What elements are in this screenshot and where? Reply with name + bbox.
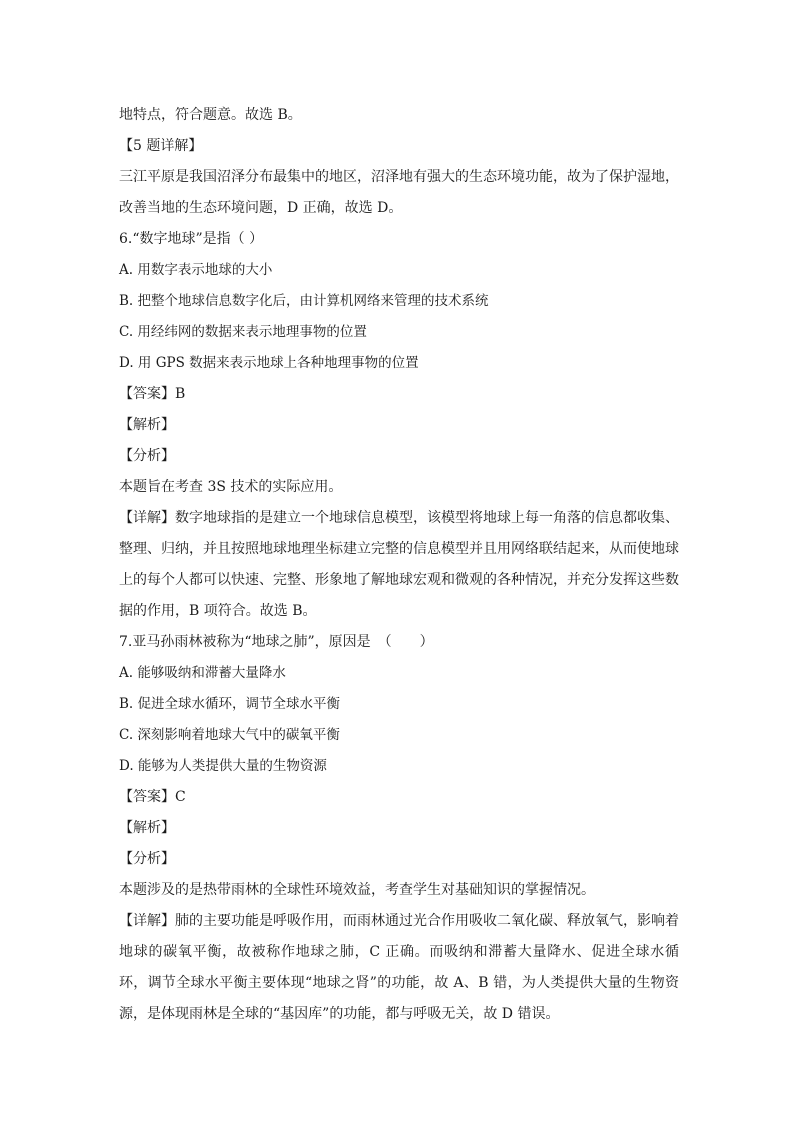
option-b: B. 促进全球水循环，调节全球水平衡: [119, 696, 341, 712]
document-page: [119, 100, 679, 1030]
option-a: A. 用数字表示地球的大小: [119, 262, 273, 278]
section-heading: 【5 题详解】: [119, 138, 203, 154]
option-a: A. 能够吸纳和滞蓄大量降水: [119, 665, 286, 681]
analysis-text: 本题涉及的是热带雨林的全球性环境效益，考查学生对基础知识的掌握情况。: [119, 882, 595, 898]
breakdown-label: 【分析】: [119, 448, 175, 464]
explanation-paragraph: 三江平原是我国沼泽分布最集中的地区，沼泽地有强大的生态环境功能，故为了保护湿地，改善当地的生态环境问题，D 正确，故选 D。: [119, 169, 679, 216]
question-6: 6.“数字地球”是指（ ）: [119, 231, 264, 247]
option-c: C. 用经纬网的数据来表示地理事物的位置: [119, 324, 367, 340]
question-7: 7.亚马孙雨林被称为“地球之肺”，原因是 （ ）: [119, 634, 434, 650]
text-line: 地特点，符合题意。故选 B。: [119, 107, 302, 123]
option-d: D. 能够为人类提供大量的生物资源: [119, 758, 327, 774]
answer-label: 【答案】B: [119, 386, 186, 402]
breakdown-label: 【分析】: [119, 851, 175, 867]
analysis-label: 【解析】: [119, 417, 175, 433]
answer-label: 【答案】C: [119, 789, 186, 805]
option-b: B. 把整个地球信息数字化后，由计算机网络来管理的技术系统: [119, 293, 489, 309]
analysis-label: 【解析】: [119, 820, 175, 836]
detail-paragraph: 【详解】数字地球指的是建立一个地球信息模型，该模型将地球上每一角落的信息都收集、整理、归纳，并且按照地球地理坐标建立完整的信息模型并且用网络联结起来，从而使地球上的每个人都可以快速、完整、形象地了解地球宏观和微观的各种情况，并充分发挥这些数据的作用，B 项符合。故选 B。: [119, 510, 679, 619]
option-c: C. 深刻影响着地球大气中的碳氧平衡: [119, 727, 340, 743]
detail-paragraph: 【详解】肺的主要功能是呼吸作用，而雨林通过光合作用吸收二氧化碳、释放氧气，影响着地球的碳氧平衡，故被称作地球之肺，C 正确。而吸纳和滞蓄大量降水、促进全球水循环，调节全球水平衡主要体现“地球之肾”的功能，故 A、B 错，为人类提供大量的生物资源，是体现雨林是全球的“基因库”的功能，都与呼吸无关，故 D 错误。: [119, 913, 679, 1022]
option-d: D. 用 GPS 数据来表示地球上各种地理事物的位置: [119, 355, 419, 371]
analysis-text: 本题旨在考查 3S 技术的实际应用。: [119, 479, 343, 495]
